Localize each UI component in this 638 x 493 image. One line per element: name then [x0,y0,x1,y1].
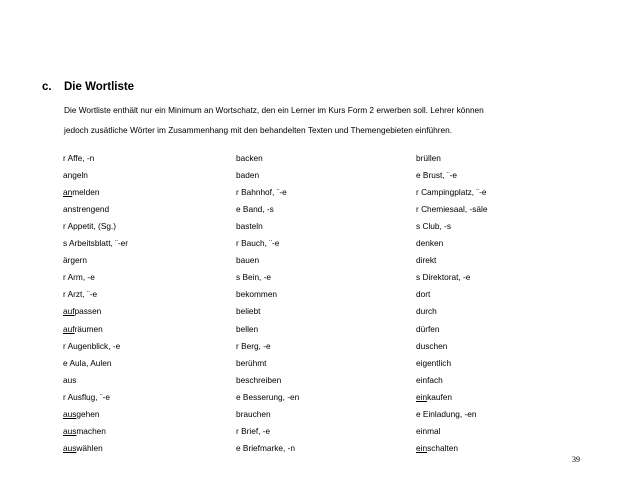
word-entry [63,153,94,163]
word-entry [63,289,97,299]
word-text: r Appetit, (Sg.) [63,221,117,232]
word-text: baden [236,170,260,181]
word-entry [236,392,299,402]
word-text: r Arzt, ¨-e [63,289,98,300]
word-text: wählen [76,442,103,453]
word-entry [63,272,95,282]
word-text: e Besserung, -en [236,391,300,402]
word-entry [236,443,295,453]
word-text: r Brief, -e [236,425,271,436]
word-text: durch [416,306,437,317]
word-entry [416,170,457,180]
word-entry [63,426,106,436]
word-text: dürfen [416,323,440,334]
word-entry [416,153,441,163]
word-entry [63,187,99,197]
word-text: schalten [427,442,458,453]
word-text: kaufen [427,391,452,402]
word-text: e Aula, Aulen [63,357,112,368]
word-entry [416,392,452,402]
word-entry [236,289,277,299]
word-text: eigentlich [416,357,452,368]
section-number: c. [42,81,52,93]
word-entry [416,358,451,368]
word-entry [236,426,270,436]
word-entry [416,289,430,299]
word-prefix-underlined: aus [63,408,77,419]
word-text: direkt [416,255,437,266]
word-entry [63,170,88,180]
word-text: melden [72,187,100,198]
word-text: duschen [416,340,448,351]
word-text: s Arbeitsblatt, ¨-er [63,238,129,249]
word-entry [63,238,128,248]
intro-text-line-2: jedoch zusätliche Wörter im Zusammenhang mit den behandelten Texten und Themengebieten einführen. [64,125,453,135]
intro-text-line-1: Die Wortliste enthält nur ein Minimum an Wortschatz, den ein Lerner im Kurs Form 2 erwerben soll. Lehrer können [64,105,484,115]
word-entry [236,272,271,282]
word-text: beliebt [236,306,261,317]
word-text: angeln [63,170,88,181]
word-entry [416,204,487,214]
word-text: e Briefmarke, -n [236,442,296,453]
word-text: einfach [416,374,443,385]
word-entry [63,392,110,402]
word-entry [416,443,458,453]
word-entry [416,272,470,282]
word-entry [416,324,440,334]
word-text: beschreiben [236,374,282,385]
word-entry [236,255,259,265]
word-entry [63,341,120,351]
word-text: gehen [76,408,100,419]
word-prefix-underlined: ein [416,391,428,402]
word-entry [63,306,101,316]
section-heading [42,81,134,93]
word-text: berühmt [236,357,267,368]
word-text: brauchen [236,408,271,419]
word-text: dort [416,289,431,300]
word-entry [416,375,443,385]
word-text: r Augenblick, -e [63,340,121,351]
word-text: r Chemiesaal, -säle [416,204,488,215]
word-text: e Einladung, -en [416,408,477,419]
word-text: r Bauch, ¨-e [236,238,280,249]
word-entry [416,341,447,351]
word-text: s Direktorat, -e [416,272,471,283]
page-number: 39 [572,455,580,464]
word-entry [63,204,109,214]
word-entry [236,221,263,231]
word-text: r Campingplatz, ¨-e [416,187,487,198]
word-text: r Affe, -n [63,153,95,163]
word-entry [63,409,99,419]
word-text: r Arm, -e [63,272,95,283]
word-text: backen [236,153,263,163]
word-entry [416,238,443,248]
word-entry [236,375,281,385]
word-entry [236,187,287,197]
word-text: aus [63,374,77,385]
word-text: denken [416,238,444,249]
word-text: s Club, -s [416,221,452,232]
word-text: r Ausflug, ¨-e [63,391,111,402]
word-prefix-underlined: aus [63,442,77,453]
word-prefix-underlined: ein [416,442,428,453]
word-prefix-underlined: an [63,187,73,198]
word-text: anstrengend [63,204,110,215]
word-entry [416,306,437,316]
word-text: bellen [236,323,259,334]
word-entry [236,204,274,214]
word-text: bauen [236,255,260,266]
word-entry [236,409,271,419]
word-entry [236,341,271,351]
word-prefix-underlined: auf [63,323,75,334]
word-entry [416,409,476,419]
word-entry [63,375,76,385]
word-text: ärgern [63,255,87,266]
word-entry [236,170,259,180]
word-text: r Bahnhof, ¨-e [236,187,287,198]
word-entry [416,426,440,436]
word-entry [236,324,258,334]
word-text: basteln [236,221,263,232]
word-entry [416,187,487,197]
word-text: e Band, -s [236,204,274,215]
word-text: bekommen [236,289,278,300]
word-entry [63,324,103,334]
word-prefix-underlined: auf [63,306,75,317]
word-entry [236,153,263,163]
word-entry [63,255,87,265]
word-text: r Berg, -e [236,340,271,351]
word-text: räumen [74,323,103,334]
section-title: Die Wortliste [64,81,135,93]
word-entry [236,358,266,368]
word-text: brüllen [416,153,441,163]
word-entry [236,238,279,248]
word-entry [63,221,116,231]
word-prefix-underlined: aus [63,425,77,436]
word-entry [236,306,260,316]
word-text: passen [74,306,102,317]
word-entry [416,255,436,265]
word-text: einmal [416,425,441,436]
word-text: e Brust, ¨-e [416,170,458,181]
word-entry [63,443,103,453]
word-text: s Bein, -e [236,272,272,283]
word-text: machen [76,425,106,436]
word-entry [63,358,111,368]
word-entry [416,221,451,231]
